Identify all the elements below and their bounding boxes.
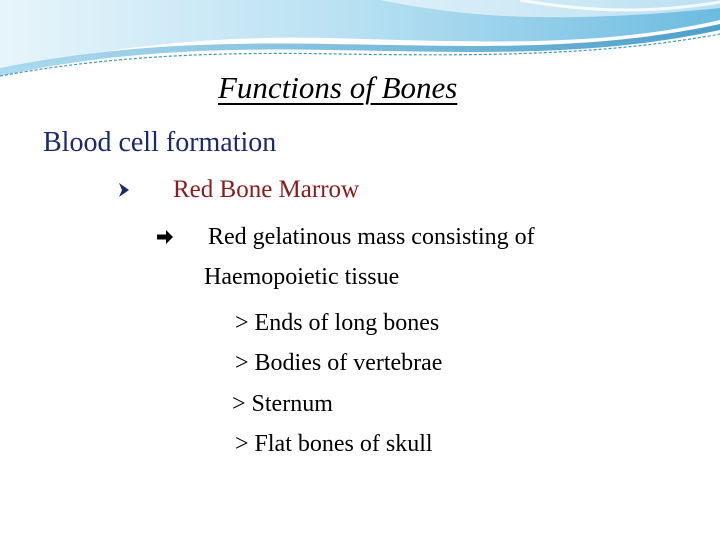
bullet-text: Red Bone Marrow	[173, 176, 360, 203]
location-item-sternum: > Sternum	[232, 391, 333, 417]
location-item-vertebrae: > Bodies of vertebrae	[235, 350, 443, 376]
location-item-skull: > Flat bones of skull	[235, 431, 433, 457]
location-item-long-bones: > Ends of long bones	[235, 310, 440, 336]
sub-point-line-1: Red gelatinous mass consisting of	[208, 224, 535, 250]
section-heading: Blood cell formation	[43, 127, 277, 158]
sub-point-line-2: Haemopoietic tissue	[204, 264, 400, 290]
right-arrow-icon	[156, 229, 174, 245]
slide-title: Functions of Bones	[218, 70, 458, 105]
arrowhead-bullet-icon	[118, 182, 130, 198]
